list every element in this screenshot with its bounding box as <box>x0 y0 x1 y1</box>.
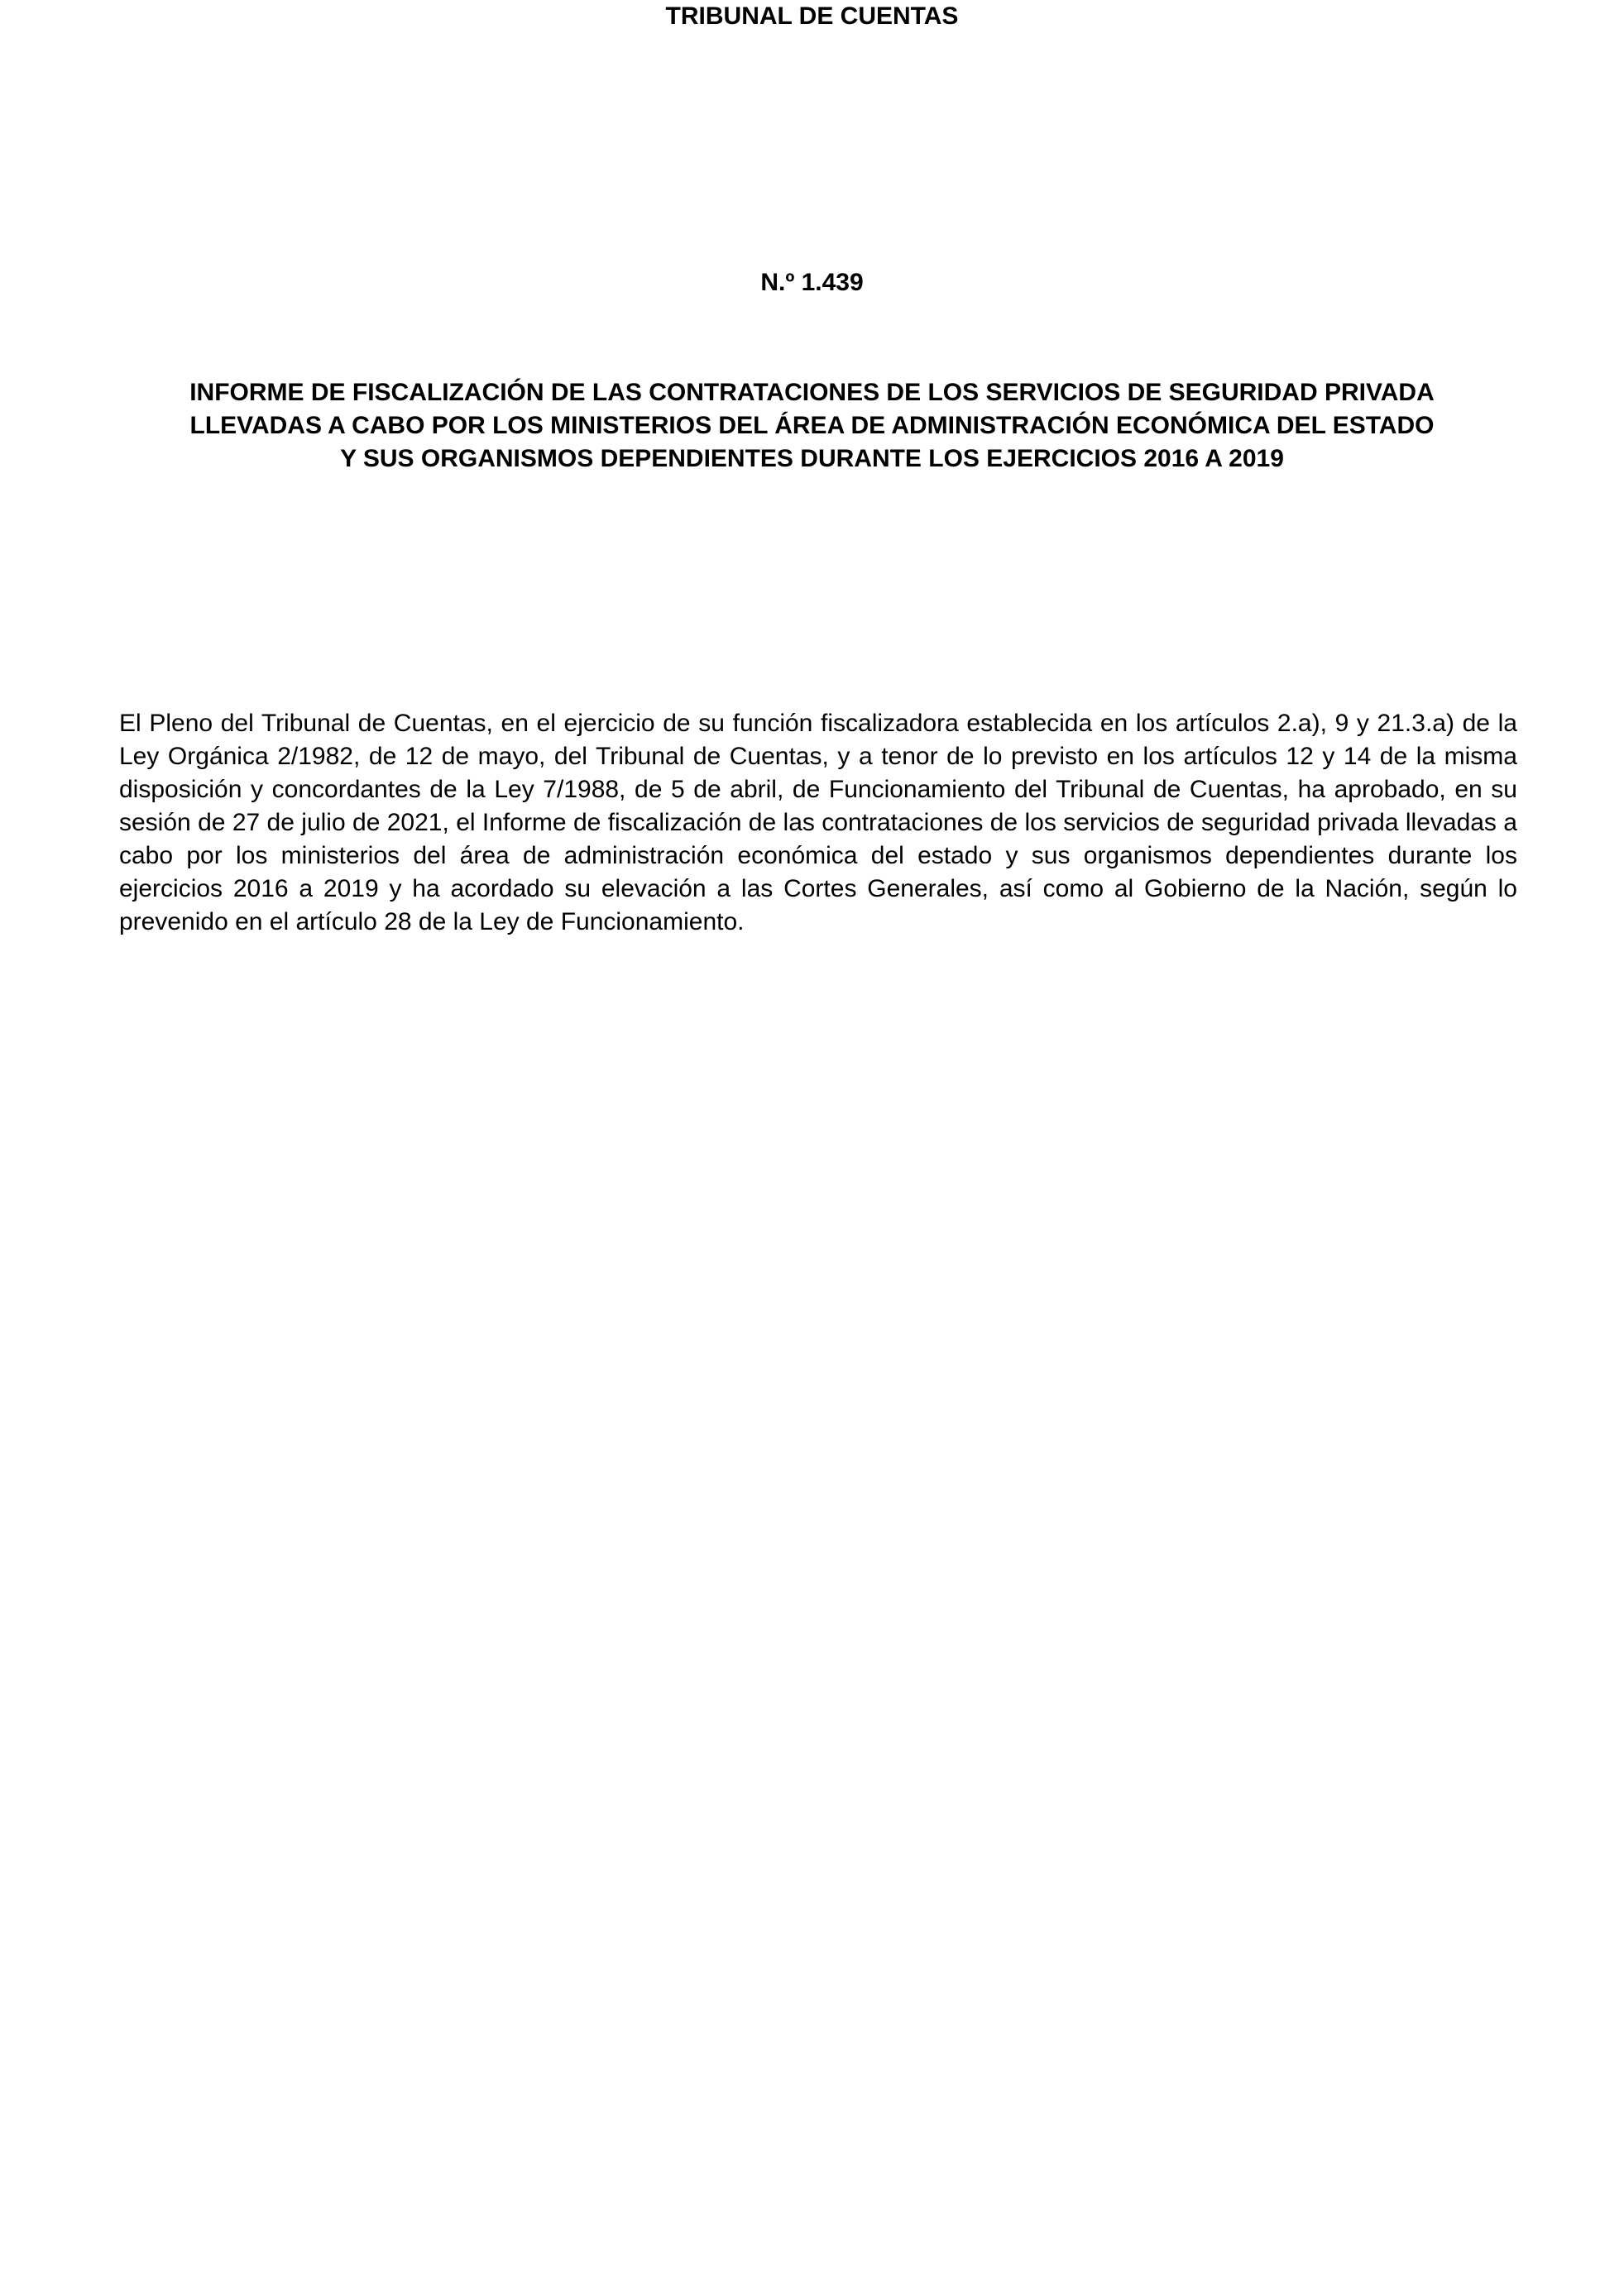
approval-paragraph: El Pleno del Tribunal de Cuentas, en el ejercicio de su función fiscalizadora establecida en los artículos 2.a), 9 y 21.3.a) de la Ley Orgánica 2/1982, de 12 de mayo, del Tribunal de Cuentas, y a tenor de lo previsto en los artículos 12 y 14 de la misma disposición y concordantes de la Ley 7/1988, de 5 de abril, de Funcionamiento del Tribunal de Cuentas, ha aprobado, en su sesión de 27 de julio de 2021, el Informe de fiscalización de las contrataciones de los servicios de seguridad privada llevadas a cabo por los ministerios del área de administración económica del estado y sus organismos dependientes durante los ejercicios 2016 a 2019 y ha acordado su elevación a las Cortes Generales, así como al Gobierno de la Nación, según lo prevenido en el artículo 28 de la Ley de Funcionamiento. <box>119 710 1517 935</box>
page-header: TRIBUNAL DE CUENTAS <box>665 2 959 30</box>
report-title-line: LLEVADAS A CABO POR LOS MINISTERIOS DEL ÁREA DE ADMINISTRACIÓN ECONÓMICA DEL ESTADO <box>189 412 1435 439</box>
report-title <box>116 376 1508 476</box>
report-title-line: INFORME DE FISCALIZACIÓN DE LAS CONTRATACIONES DE LOS SERVICIOS DE SEGURIDAD PRIVADA <box>189 379 1435 406</box>
report-number: N.º 1.439 <box>760 269 864 296</box>
report-title-line: Y SUS ORGANISMOS DEPENDIENTES DURANTE LOS EJERCICIOS 2016 A 2019 <box>340 445 1284 472</box>
